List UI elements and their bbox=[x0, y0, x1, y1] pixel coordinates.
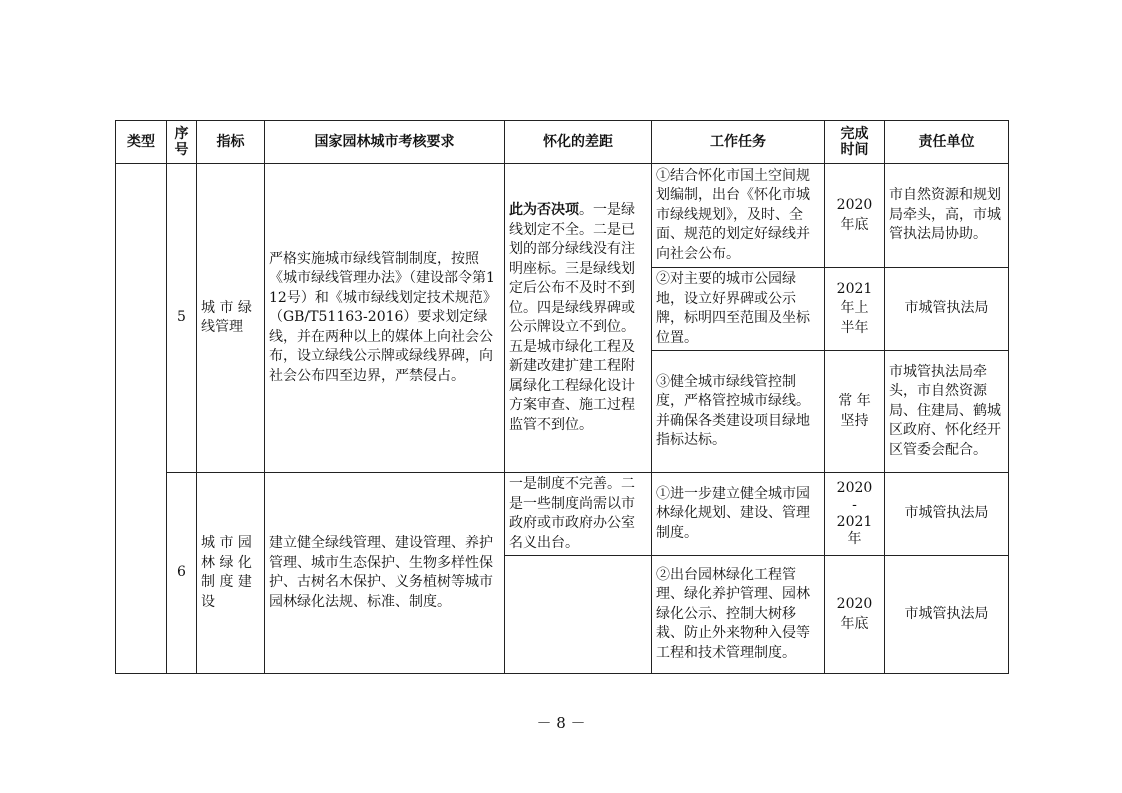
veto-label: 此为否决项 bbox=[509, 202, 579, 218]
task-cell: ③健全城市绿线管控制度，严格管控城市绿线。并确保各类建设项目绿地指标达标。 bbox=[652, 351, 825, 473]
row-requirement: 建立健全绿线管理、建设管理、养护管理、城市生态保护、生物多样性保护、古树名木保护、义务植树等城市园林绿化法规、标准、制度。 bbox=[265, 473, 505, 674]
page-number: － 8 － bbox=[536, 714, 586, 732]
header-row bbox=[116, 121, 1009, 164]
unit-cell: 市自然资源和规划局牵头，高，市城管执法局协助。 bbox=[885, 164, 1009, 268]
table-row bbox=[116, 164, 1009, 268]
header-requirement: 国家园林城市考核要求 bbox=[265, 121, 505, 164]
row-requirement: 严格实施城市绿线管制制度，按照《城市绿线管理办法》（建设部令第112号）和《城市绿线划定技术规范》（GB/T51163-2016）要求划定绿线，并在两种以上的媒体上向社会公布，设立绿线公示牌或绿线界碑，向社会公布四至边界，严禁侵占。 bbox=[265, 164, 505, 473]
gap-empty-cell bbox=[505, 556, 652, 674]
row-indicator: 城 市 园 林 绿 化 制 度 建 设 bbox=[197, 473, 265, 674]
header-type: 类型 bbox=[116, 121, 167, 164]
header-number: 序 号 bbox=[167, 121, 197, 164]
row-number: 6 bbox=[167, 473, 197, 674]
gap-text: 。一是绿线划定不全。二是已划的部分绿线没有注明座标。三是绿线划定后公布不及时不到位。四是绿线界碑或公示牌设立不到位。五是城市绿化工程及新建改建扩建工程附属绿化工程绿化设计方案审查、施工过程监管不到位。 bbox=[509, 202, 635, 433]
row-indicator: 城 市 绿 线管理 bbox=[197, 164, 265, 473]
assessment-table bbox=[115, 120, 1009, 674]
time-cell: 2020 - 2021 年 bbox=[825, 473, 885, 556]
task-cell: ①结合怀化市国土空间规划编制，出台《怀化市城市绿线规划》，及时、全面、规范的划定好绿线并向社会公布。 bbox=[652, 164, 825, 268]
time-cell: 2021 年上 半年 bbox=[825, 268, 885, 351]
task-cell: ②对主要的城市公园绿地，设立好界碑或公示牌，标明四至范围及坐标位置。 bbox=[652, 268, 825, 351]
unit-cell: 市城管执法局 bbox=[885, 473, 1009, 556]
unit-cell: 市城管执法局 bbox=[885, 268, 1009, 351]
table-row bbox=[116, 473, 1009, 556]
task-cell: ②出台园林绿化工程管理、绿化养护管理、园林绿化公示、控制大树移栽、防止外来物种入侵等工程和技术管理制度。 bbox=[652, 556, 825, 674]
header-indicator: 指标 bbox=[197, 121, 265, 164]
unit-cell: 市城管执法局 bbox=[885, 556, 1009, 674]
task-cell: ①进一步建立健全城市园林绿化规划、建设、管理制度。 bbox=[652, 473, 825, 556]
header-unit: 责任单位 bbox=[885, 121, 1009, 164]
header-gap: 怀化的差距 bbox=[505, 121, 652, 164]
header-task: 工作任务 bbox=[652, 121, 825, 164]
time-cell: 常 年 坚持 bbox=[825, 351, 885, 473]
time-cell: 2020 年底 bbox=[825, 164, 885, 268]
row-number: 5 bbox=[167, 164, 197, 473]
header-time: 完成 时间 bbox=[825, 121, 885, 164]
row-gap: 一是制度不完善。二是一些制度尚需以市政府或市政府办公室名义出台。 bbox=[505, 473, 652, 556]
unit-cell: 市城管执法局牵头，市自然资源局、住建局、鹤城区政府、怀化经开区管委会配合。 bbox=[885, 351, 1009, 473]
type-cell bbox=[116, 164, 167, 674]
row-gap bbox=[505, 164, 652, 473]
time-cell: 2020 年底 bbox=[825, 556, 885, 674]
